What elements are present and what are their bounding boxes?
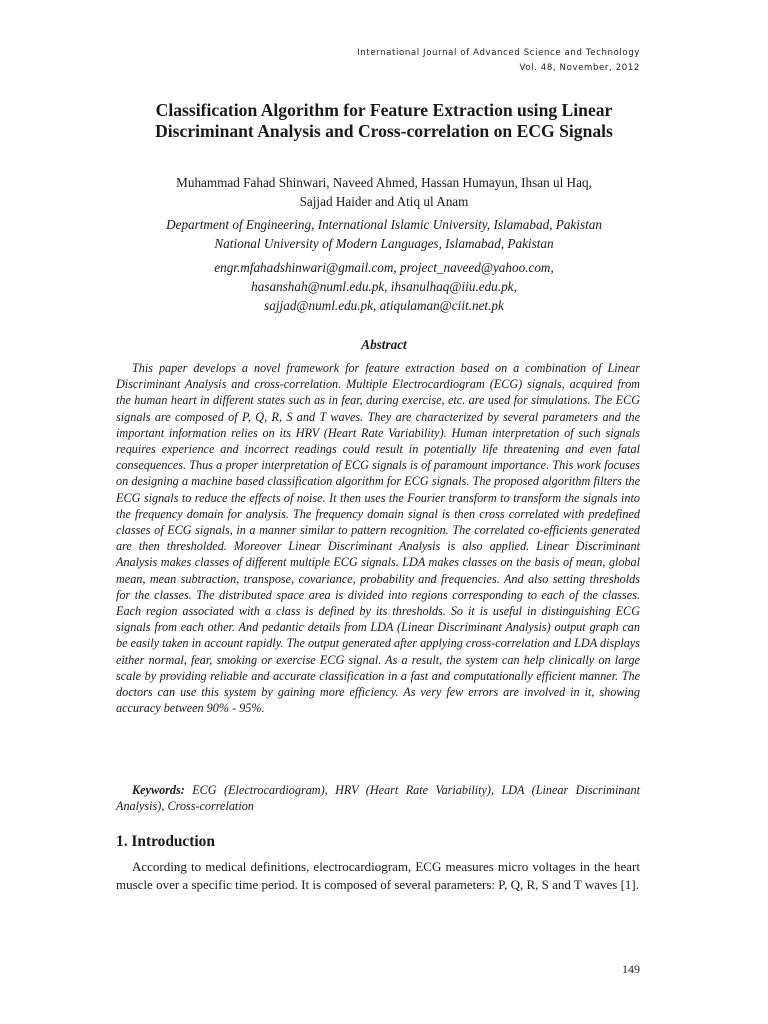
keywords-label: Keywords: [132,783,185,797]
page-number: 149 [622,962,640,976]
email-line-3: sajjad@numl.edu.pk, atiqulaman@ciit.net.pk [264,298,504,313]
abstract-text: This paper develops a novel framework for feature extraction based on a combination of Linear Discriminant Analysis and cross-correlation. Multiple Electrocardiogram (ECG) signals, acquired from the human heart in different states such as in fear, during exercise, etc. are used for simulations. The ECG signals are composed of P, Q, R, S and T waves. They are characterized by several parameters and the important information relies on its HRV (Heart Rate Variability). Human interpretation of such signals requires experience and incorrect readings could result in potentially life threatening and even fatal consequences. Thus a proper interpretation of ECG signals is of paramount importance. This work focuses on designing a machine based classification algorithm for ECG signals. The proposed algorithm filters the ECG signals to reduce the effects of noise. It then uses the Fourier transform to transform the signals into the frequency domain for analysis. The frequency domain signal is then cross correlated with predefined classes of ECG signals, in a manner similar to pattern recognition. The correlated co-efficients generated are then thresholded. Moreover Linear Discriminant Analysis is also applied. Linear Discriminant Analysis makes classes of different multiple ECG signals. LDA makes classes on the basis of mean, global mean, mean subtraction, transpose, covariance, probability and frequencies. And also setting thresholds for the classes. The distributed space area is divided into regions corresponding to each of the classes. Each region associated with a class is defined by its thresholds. So it is useful in distinguishing ECG signals from each other. And pedantic details from LDA (Linear Discriminant Analysis) output graph can be easily taken in account rapidly. The output generated after applying cross-correlation and LDA displays either normal, fear, smoking or exercise ECG signal. As a result, the system can help clinically on large scale by providing reliable and accurate classification in a fast and computationally efficient manner. The doctors can use this system by gaining more efficiency. As very few errors are involved in it, showing accuracy between 90% - 95%. [116,361,640,716]
affiliation-line-1: Department of Engineering, International Islamic University, Islamabad, Pakistan [166,217,602,232]
affiliation-line-2: National University of Modern Languages, Islamabad, Pakistan [214,236,554,251]
title-line-1: Classification Algorithm for Feature Extraction using Linear [155,100,613,120]
title-line-2: Discriminant Analysis and Cross-correlation on ECG Signals [155,121,613,141]
email-line-2: hasanshah@numl.edu.pk, ihsanulhaq@iiu.edu.pk, [251,279,517,294]
author-list [100,173,668,211]
journal-name: International Journal of Advanced Science and Technology [357,48,640,58]
paper-title [100,100,668,142]
email-line-1: engr.mfahadshinwari@gmail.com, project_naveed@yahoo.com, [214,260,554,275]
introduction-heading: 1. Introduction [116,833,215,850]
abstract-heading: Abstract [361,337,407,352]
authors-line-2: Sajjad Haider and Atiq ul Anam [299,194,469,209]
keywords-paragraph [116,782,640,814]
authors-line-1: Muhammad Fahad Shinwari, Naveed Ahmed, Hassan Humayun, Ihsan ul Haq, [176,175,592,190]
journal-volume: Vol. 48, November, 2012 [519,63,640,73]
keywords-text: ECG (Electrocardiogram), HRV (Heart Rate Variability), LDA (Linear Discriminant Analysis), Cross-correlation [116,783,640,814]
affiliations [100,215,668,253]
journal-header [357,46,640,76]
introduction-text: According to medical definitions, electrocardiogram, ECG measures micro voltages in the heart muscle over a specific time period. It is composed of several parameters: P, Q, R, S and T waves [1]. [116,859,640,892]
author-emails [100,258,668,315]
